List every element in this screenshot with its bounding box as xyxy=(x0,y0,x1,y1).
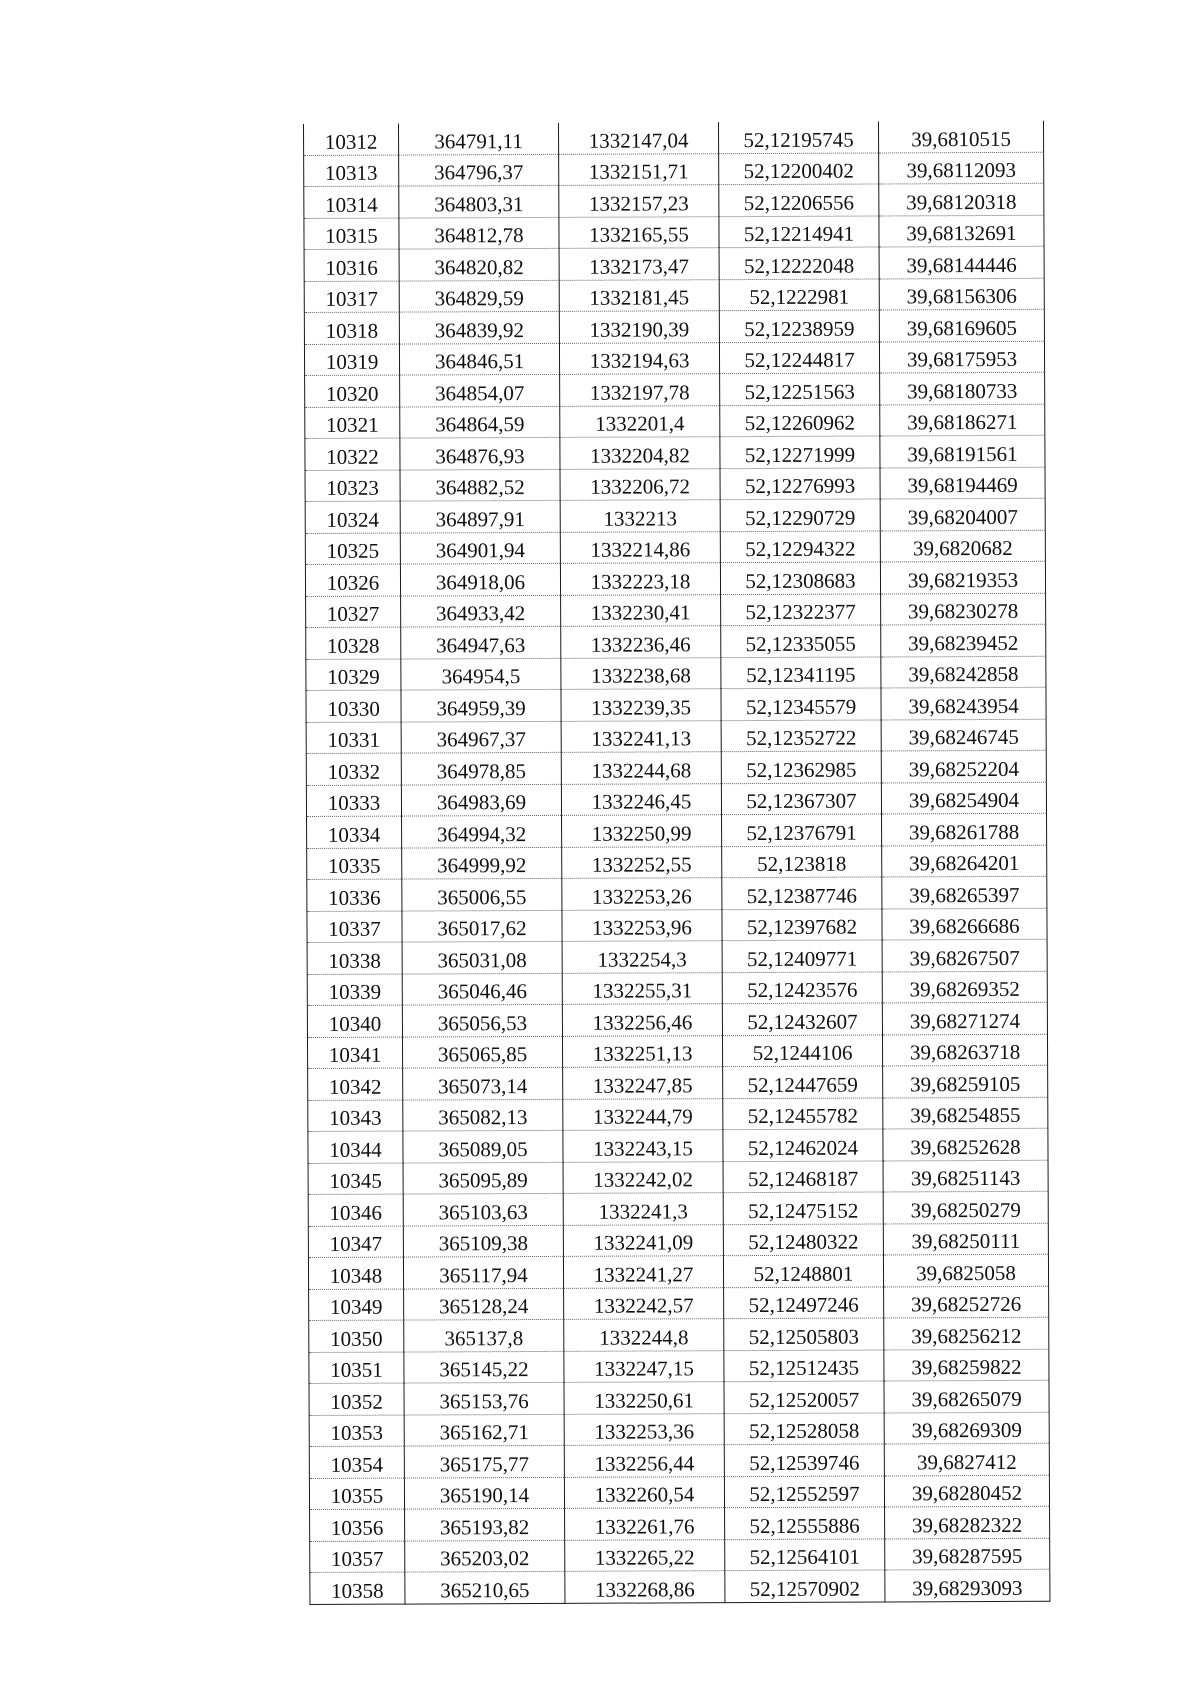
y-coordinate-cell: 1332253,96 xyxy=(562,909,722,941)
point-number-cell: 10347 xyxy=(308,1226,403,1258)
table-row xyxy=(306,782,1046,817)
table-row xyxy=(307,876,1047,911)
point-number-cell: 10318 xyxy=(304,312,399,344)
x-coordinate-cell: 364854,07 xyxy=(400,374,560,406)
longitude-cell: 39,68269352 xyxy=(882,971,1047,1003)
x-coordinate-cell: 364999,92 xyxy=(402,847,562,879)
point-number-cell: 10316 xyxy=(304,249,399,281)
latitude-cell: 52,12345579 xyxy=(721,688,881,720)
y-coordinate-cell: 1332247,15 xyxy=(564,1350,724,1382)
latitude-cell: 52,12432607 xyxy=(722,1003,882,1035)
table-row xyxy=(305,561,1045,596)
latitude-cell: 52,12505803 xyxy=(724,1318,884,1350)
longitude-cell: 39,68120318 xyxy=(879,183,1044,215)
x-coordinate-cell: 365056,53 xyxy=(402,1004,562,1036)
y-coordinate-cell: 1332242,02 xyxy=(563,1161,723,1193)
x-coordinate-cell: 364994,32 xyxy=(402,815,562,847)
longitude-cell: 39,6827412 xyxy=(884,1443,1049,1475)
y-coordinate-cell: 1332251,13 xyxy=(562,1035,722,1067)
longitude-cell: 39,68265397 xyxy=(882,876,1047,908)
x-coordinate-cell: 364897,91 xyxy=(400,500,560,532)
y-coordinate-cell: 1332230,41 xyxy=(561,594,721,626)
longitude-cell: 39,68293093 xyxy=(885,1569,1050,1601)
table-row xyxy=(304,121,1044,155)
longitude-cell: 39,68175953 xyxy=(879,341,1044,373)
y-coordinate-cell: 1332241,09 xyxy=(563,1224,723,1256)
point-number-cell: 10340 xyxy=(307,1005,402,1037)
point-number-cell: 10349 xyxy=(309,1289,404,1321)
latitude-cell: 52,12570902 xyxy=(725,1570,885,1602)
latitude-cell: 52,12238959 xyxy=(719,310,879,342)
longitude-cell: 39,68266686 xyxy=(882,908,1047,940)
table-row xyxy=(305,372,1045,407)
longitude-cell: 39,6820682 xyxy=(880,530,1045,562)
longitude-cell: 39,68282322 xyxy=(885,1506,1050,1538)
point-number-cell: 10315 xyxy=(304,218,399,250)
longitude-cell: 39,68246745 xyxy=(881,719,1046,751)
table-row xyxy=(305,435,1045,470)
latitude-cell: 52,12564101 xyxy=(725,1538,885,1570)
point-number-cell: 10343 xyxy=(308,1100,403,1132)
latitude-cell: 52,12409771 xyxy=(722,940,882,972)
latitude-cell: 52,12308683 xyxy=(720,562,880,594)
table-row xyxy=(307,813,1047,848)
x-coordinate-cell: 365103,63 xyxy=(403,1193,563,1225)
latitude-cell: 52,12206556 xyxy=(719,184,879,216)
longitude-cell: 39,68264201 xyxy=(882,845,1047,877)
longitude-cell: 39,68259822 xyxy=(884,1349,1049,1381)
x-coordinate-cell: 364846,51 xyxy=(399,343,559,375)
table-row xyxy=(306,750,1046,785)
table-row xyxy=(308,1097,1048,1132)
x-coordinate-cell: 364882,52 xyxy=(400,469,560,501)
x-coordinate-cell: 364967,37 xyxy=(401,721,561,753)
longitude-cell: 39,68263718 xyxy=(882,1034,1047,1066)
longitude-cell: 39,68287595 xyxy=(885,1538,1050,1570)
point-number-cell: 10328 xyxy=(306,627,401,659)
latitude-cell: 52,12520057 xyxy=(724,1381,884,1413)
latitude-cell: 52,12260962 xyxy=(720,404,880,436)
y-coordinate-cell: 1332236,46 xyxy=(561,626,721,658)
y-coordinate-cell: 1332241,27 xyxy=(563,1256,723,1288)
point-number-cell: 10312 xyxy=(304,124,399,155)
point-number-cell: 10314 xyxy=(304,186,399,218)
y-coordinate-cell: 1332239,35 xyxy=(561,689,721,721)
point-number-cell: 10346 xyxy=(308,1194,403,1226)
y-coordinate-cell: 1332194,63 xyxy=(559,342,719,374)
longitude-cell: 39,68242858 xyxy=(881,656,1046,688)
y-coordinate-cell: 1332250,99 xyxy=(562,815,722,847)
table-row xyxy=(306,624,1046,659)
y-coordinate-cell: 1332256,46 xyxy=(562,1004,722,1036)
latitude-cell: 52,12294322 xyxy=(720,530,880,562)
x-coordinate-cell: 365137,8 xyxy=(404,1319,564,1351)
table-row xyxy=(304,278,1044,313)
y-coordinate-cell: 1332241,3 xyxy=(563,1193,723,1225)
y-coordinate-cell: 1332268,86 xyxy=(565,1571,725,1603)
longitude-cell: 39,68230278 xyxy=(881,593,1046,625)
x-coordinate-cell: 365175,77 xyxy=(404,1445,564,1477)
latitude-cell: 52,12555886 xyxy=(725,1507,885,1539)
x-coordinate-cell: 364791,11 xyxy=(398,123,558,155)
coordinate-table xyxy=(303,121,1050,1605)
y-coordinate-cell: 1332223,18 xyxy=(560,563,720,595)
y-coordinate-cell: 1332165,55 xyxy=(559,216,719,248)
latitude-cell: 52,1248801 xyxy=(723,1255,883,1287)
point-number-cell: 10334 xyxy=(307,816,402,848)
y-coordinate-cell: 1332246,45 xyxy=(561,783,721,815)
point-number-cell: 10323 xyxy=(305,470,400,502)
table-row xyxy=(309,1443,1049,1478)
table-row xyxy=(307,1034,1047,1069)
point-number-cell: 10317 xyxy=(304,281,399,313)
y-coordinate-cell: 1332256,44 xyxy=(564,1445,724,1477)
x-coordinate-cell: 365006,55 xyxy=(402,878,562,910)
table-row xyxy=(309,1475,1049,1510)
x-coordinate-cell: 365073,14 xyxy=(403,1067,563,1099)
latitude-cell: 52,12195745 xyxy=(718,121,878,153)
x-coordinate-cell: 364947,63 xyxy=(401,626,561,658)
table-row xyxy=(307,1002,1047,1037)
coordinate-table-body xyxy=(304,121,1050,1604)
table-row xyxy=(308,1223,1048,1258)
x-coordinate-cell: 365065,85 xyxy=(402,1036,562,1068)
table-row xyxy=(310,1569,1050,1604)
latitude-cell: 52,12497246 xyxy=(724,1286,884,1318)
table-row xyxy=(304,152,1044,187)
x-coordinate-cell: 364876,93 xyxy=(400,437,560,469)
latitude-cell: 52,12367307 xyxy=(721,782,881,814)
y-coordinate-cell: 1332213 xyxy=(560,500,720,532)
y-coordinate-cell: 1332214,86 xyxy=(560,531,720,563)
point-number-cell: 10320 xyxy=(305,375,400,407)
latitude-cell: 52,123818 xyxy=(722,845,882,877)
latitude-cell: 52,12222048 xyxy=(719,247,879,279)
longitude-cell: 39,68254904 xyxy=(881,782,1046,814)
x-coordinate-cell: 364812,78 xyxy=(399,217,559,249)
x-coordinate-cell: 365162,71 xyxy=(404,1414,564,1446)
x-coordinate-cell: 364796,37 xyxy=(399,154,559,186)
longitude-cell: 39,6825058 xyxy=(883,1254,1048,1286)
x-coordinate-cell: 364954,5 xyxy=(401,658,561,690)
x-coordinate-cell: 364864,59 xyxy=(400,406,560,438)
table-row xyxy=(307,971,1047,1006)
y-coordinate-cell: 1332247,85 xyxy=(563,1067,723,1099)
latitude-cell: 52,12322377 xyxy=(721,593,881,625)
table-row xyxy=(309,1349,1049,1384)
table-row xyxy=(309,1380,1049,1415)
x-coordinate-cell: 365210,65 xyxy=(405,1571,565,1603)
y-coordinate-cell: 1332242,57 xyxy=(564,1287,724,1319)
latitude-cell: 52,12512435 xyxy=(724,1349,884,1381)
point-number-cell: 10355 xyxy=(309,1478,404,1510)
point-number-cell: 10327 xyxy=(306,596,401,628)
table-row xyxy=(304,183,1044,218)
table-row xyxy=(306,593,1046,628)
latitude-cell: 52,12244817 xyxy=(719,341,879,373)
point-number-cell: 10348 xyxy=(308,1257,403,1289)
latitude-cell: 52,12462024 xyxy=(723,1129,883,1161)
table-row xyxy=(308,1191,1048,1226)
table-row xyxy=(307,845,1047,880)
longitude-cell: 39,68239452 xyxy=(881,624,1046,656)
longitude-cell: 39,68204007 xyxy=(880,498,1045,530)
table-row xyxy=(308,1065,1048,1100)
point-number-cell: 10313 xyxy=(304,155,399,187)
longitude-cell: 39,68269309 xyxy=(884,1412,1049,1444)
longitude-cell: 39,68219353 xyxy=(880,561,1045,593)
point-number-cell: 10353 xyxy=(309,1415,404,1447)
latitude-cell: 52,12335055 xyxy=(721,625,881,657)
x-coordinate-cell: 364829,59 xyxy=(399,280,559,312)
table-row xyxy=(308,1254,1048,1289)
x-coordinate-cell: 365089,05 xyxy=(403,1130,563,1162)
longitude-cell: 39,68265079 xyxy=(884,1380,1049,1412)
point-number-cell: 10350 xyxy=(309,1320,404,1352)
x-coordinate-cell: 365031,08 xyxy=(402,941,562,973)
y-coordinate-cell: 1332244,68 xyxy=(561,752,721,784)
y-coordinate-cell: 1332241,13 xyxy=(561,720,721,752)
y-coordinate-cell: 1332181,45 xyxy=(559,279,719,311)
longitude-cell: 39,68254855 xyxy=(883,1097,1048,1129)
y-coordinate-cell: 1332253,36 xyxy=(564,1413,724,1445)
latitude-cell: 52,12455782 xyxy=(723,1097,883,1129)
latitude-cell: 52,12423576 xyxy=(722,971,882,1003)
longitude-cell: 39,68112093 xyxy=(879,152,1044,184)
latitude-cell: 52,12251563 xyxy=(720,373,880,405)
longitude-cell: 39,68186271 xyxy=(880,404,1045,436)
table-row xyxy=(309,1412,1049,1447)
table-row xyxy=(306,719,1046,754)
point-number-cell: 10336 xyxy=(307,879,402,911)
table-row xyxy=(305,404,1045,439)
y-coordinate-cell: 1332190,39 xyxy=(559,311,719,343)
point-number-cell: 10341 xyxy=(307,1037,402,1069)
x-coordinate-cell: 365193,82 xyxy=(405,1508,565,1540)
latitude-cell: 52,12552597 xyxy=(724,1475,884,1507)
y-coordinate-cell: 1332252,55 xyxy=(562,846,722,878)
table-row xyxy=(310,1506,1050,1541)
longitude-cell: 39,68252726 xyxy=(884,1286,1049,1318)
point-number-cell: 10332 xyxy=(306,753,401,785)
point-number-cell: 10351 xyxy=(309,1352,404,1384)
latitude-cell: 52,1244106 xyxy=(722,1034,882,1066)
point-number-cell: 10321 xyxy=(305,407,400,439)
latitude-cell: 52,12214941 xyxy=(719,215,879,247)
y-coordinate-cell: 1332253,26 xyxy=(562,878,722,910)
point-number-cell: 10322 xyxy=(305,438,400,470)
point-number-cell: 10358 xyxy=(310,1572,405,1604)
x-coordinate-cell: 365190,14 xyxy=(404,1477,564,1509)
table-row xyxy=(309,1317,1049,1352)
point-number-cell: 10339 xyxy=(307,974,402,1006)
point-number-cell: 10330 xyxy=(306,690,401,722)
y-coordinate-cell: 1332201,4 xyxy=(560,405,720,437)
longitude-cell: 39,68250279 xyxy=(883,1191,1048,1223)
x-coordinate-cell: 365153,76 xyxy=(404,1382,564,1414)
x-coordinate-cell: 365017,62 xyxy=(402,910,562,942)
longitude-cell: 39,68252628 xyxy=(883,1128,1048,1160)
x-coordinate-cell: 364839,92 xyxy=(399,311,559,343)
point-number-cell: 10329 xyxy=(306,659,401,691)
longitude-cell: 39,68259105 xyxy=(883,1065,1048,1097)
x-coordinate-cell: 365082,13 xyxy=(403,1099,563,1131)
longitude-cell: 39,68169605 xyxy=(879,309,1044,341)
table-row xyxy=(304,215,1044,250)
latitude-cell: 52,12539746 xyxy=(724,1444,884,1476)
x-coordinate-cell: 364959,39 xyxy=(401,689,561,721)
point-number-cell: 10337 xyxy=(307,911,402,943)
latitude-cell: 52,12528058 xyxy=(724,1412,884,1444)
x-coordinate-cell: 364803,31 xyxy=(399,185,559,217)
x-coordinate-cell: 364820,82 xyxy=(399,248,559,280)
point-number-cell: 10356 xyxy=(310,1509,405,1541)
y-coordinate-cell: 1332238,68 xyxy=(561,657,721,689)
latitude-cell: 52,12271999 xyxy=(720,436,880,468)
longitude-cell: 39,68180733 xyxy=(880,372,1045,404)
latitude-cell: 52,12387746 xyxy=(722,877,882,909)
point-number-cell: 10344 xyxy=(308,1131,403,1163)
latitude-cell: 52,12352722 xyxy=(721,719,881,751)
latitude-cell: 52,12290729 xyxy=(720,499,880,531)
table-row xyxy=(304,309,1044,344)
point-number-cell: 10326 xyxy=(305,564,400,596)
table-row xyxy=(308,1160,1048,1195)
y-coordinate-cell: 1332244,8 xyxy=(564,1319,724,1351)
longitude-cell: 39,68271274 xyxy=(882,1002,1047,1034)
x-coordinate-cell: 365117,94 xyxy=(403,1256,563,1288)
x-coordinate-cell: 364983,69 xyxy=(401,784,561,816)
point-number-cell: 10342 xyxy=(308,1068,403,1100)
point-number-cell: 10354 xyxy=(309,1446,404,1478)
longitude-cell: 39,68267507 xyxy=(882,939,1047,971)
table-row xyxy=(306,687,1046,722)
point-number-cell: 10331 xyxy=(306,722,401,754)
latitude-cell: 52,12341195 xyxy=(721,656,881,688)
table-row xyxy=(309,1286,1049,1321)
longitude-cell: 39,68256212 xyxy=(884,1317,1049,1349)
x-coordinate-cell: 364933,42 xyxy=(401,595,561,627)
point-number-cell: 10325 xyxy=(305,533,400,565)
y-coordinate-cell: 1332173,47 xyxy=(559,248,719,280)
table-row xyxy=(304,246,1044,281)
longitude-cell: 39,68280452 xyxy=(884,1475,1049,1507)
longitude-cell: 39,68243954 xyxy=(881,687,1046,719)
y-coordinate-cell: 1332151,71 xyxy=(559,153,719,185)
latitude-cell: 52,12200402 xyxy=(719,152,879,184)
longitude-cell: 39,68156306 xyxy=(879,278,1044,310)
longitude-cell: 39,68261788 xyxy=(882,813,1047,845)
table-row xyxy=(310,1538,1050,1573)
table-row xyxy=(307,939,1047,974)
latitude-cell: 52,12480322 xyxy=(723,1223,883,1255)
latitude-cell: 52,12397682 xyxy=(722,908,882,940)
y-coordinate-cell: 1332260,54 xyxy=(564,1476,724,1508)
longitude-cell: 39,6810515 xyxy=(878,121,1043,153)
table-row xyxy=(305,498,1045,533)
x-coordinate-cell: 365145,22 xyxy=(404,1351,564,1383)
point-number-cell: 10357 xyxy=(310,1541,405,1573)
point-number-cell: 10345 xyxy=(308,1163,403,1195)
latitude-cell: 52,12276993 xyxy=(720,467,880,499)
longitude-cell: 39,68194469 xyxy=(880,467,1045,499)
table-row xyxy=(306,656,1046,691)
latitude-cell: 52,12362985 xyxy=(721,751,881,783)
y-coordinate-cell: 1332147,04 xyxy=(558,122,718,154)
latitude-cell: 52,12475152 xyxy=(723,1192,883,1224)
x-coordinate-cell: 364978,85 xyxy=(401,752,561,784)
point-number-cell: 10324 xyxy=(305,501,400,533)
table-row xyxy=(305,467,1045,502)
table-row xyxy=(304,341,1044,376)
y-coordinate-cell: 1332254,3 xyxy=(562,941,722,973)
y-coordinate-cell: 1332206,72 xyxy=(560,468,720,500)
point-number-cell: 10352 xyxy=(309,1383,404,1415)
y-coordinate-cell: 1332250,61 xyxy=(564,1382,724,1414)
point-number-cell: 10319 xyxy=(304,344,399,376)
y-coordinate-cell: 1332243,15 xyxy=(563,1130,723,1162)
latitude-cell: 52,12376791 xyxy=(722,814,882,846)
latitude-cell: 52,12468187 xyxy=(723,1160,883,1192)
x-coordinate-cell: 365046,46 xyxy=(402,973,562,1005)
x-coordinate-cell: 364901,94 xyxy=(400,532,560,564)
y-coordinate-cell: 1332244,79 xyxy=(563,1098,723,1130)
longitude-cell: 39,68251143 xyxy=(883,1160,1048,1192)
longitude-cell: 39,68252204 xyxy=(881,750,1046,782)
y-coordinate-cell: 1332255,31 xyxy=(562,972,722,1004)
x-coordinate-cell: 365095,89 xyxy=(403,1162,563,1194)
point-number-cell: 10335 xyxy=(307,848,402,880)
table-row xyxy=(305,530,1045,565)
y-coordinate-cell: 1332204,82 xyxy=(560,437,720,469)
x-coordinate-cell: 365109,38 xyxy=(403,1225,563,1257)
latitude-cell: 52,12447659 xyxy=(723,1066,883,1098)
latitude-cell: 52,1222981 xyxy=(719,278,879,310)
x-coordinate-cell: 364918,06 xyxy=(400,563,560,595)
y-coordinate-cell: 1332157,23 xyxy=(559,185,719,217)
x-coordinate-cell: 365128,24 xyxy=(404,1288,564,1320)
longitude-cell: 39,68132691 xyxy=(879,215,1044,247)
table-row xyxy=(307,908,1047,943)
y-coordinate-cell: 1332197,78 xyxy=(560,374,720,406)
longitude-cell: 39,68250111 xyxy=(883,1223,1048,1255)
point-number-cell: 10333 xyxy=(306,785,401,817)
y-coordinate-cell: 1332261,76 xyxy=(565,1508,725,1540)
longitude-cell: 39,68191561 xyxy=(880,435,1045,467)
x-coordinate-cell: 365203,02 xyxy=(405,1540,565,1572)
point-number-cell: 10338 xyxy=(307,942,402,974)
y-coordinate-cell: 1332265,22 xyxy=(565,1539,725,1571)
table-row xyxy=(308,1128,1048,1163)
longitude-cell: 39,68144446 xyxy=(879,246,1044,278)
